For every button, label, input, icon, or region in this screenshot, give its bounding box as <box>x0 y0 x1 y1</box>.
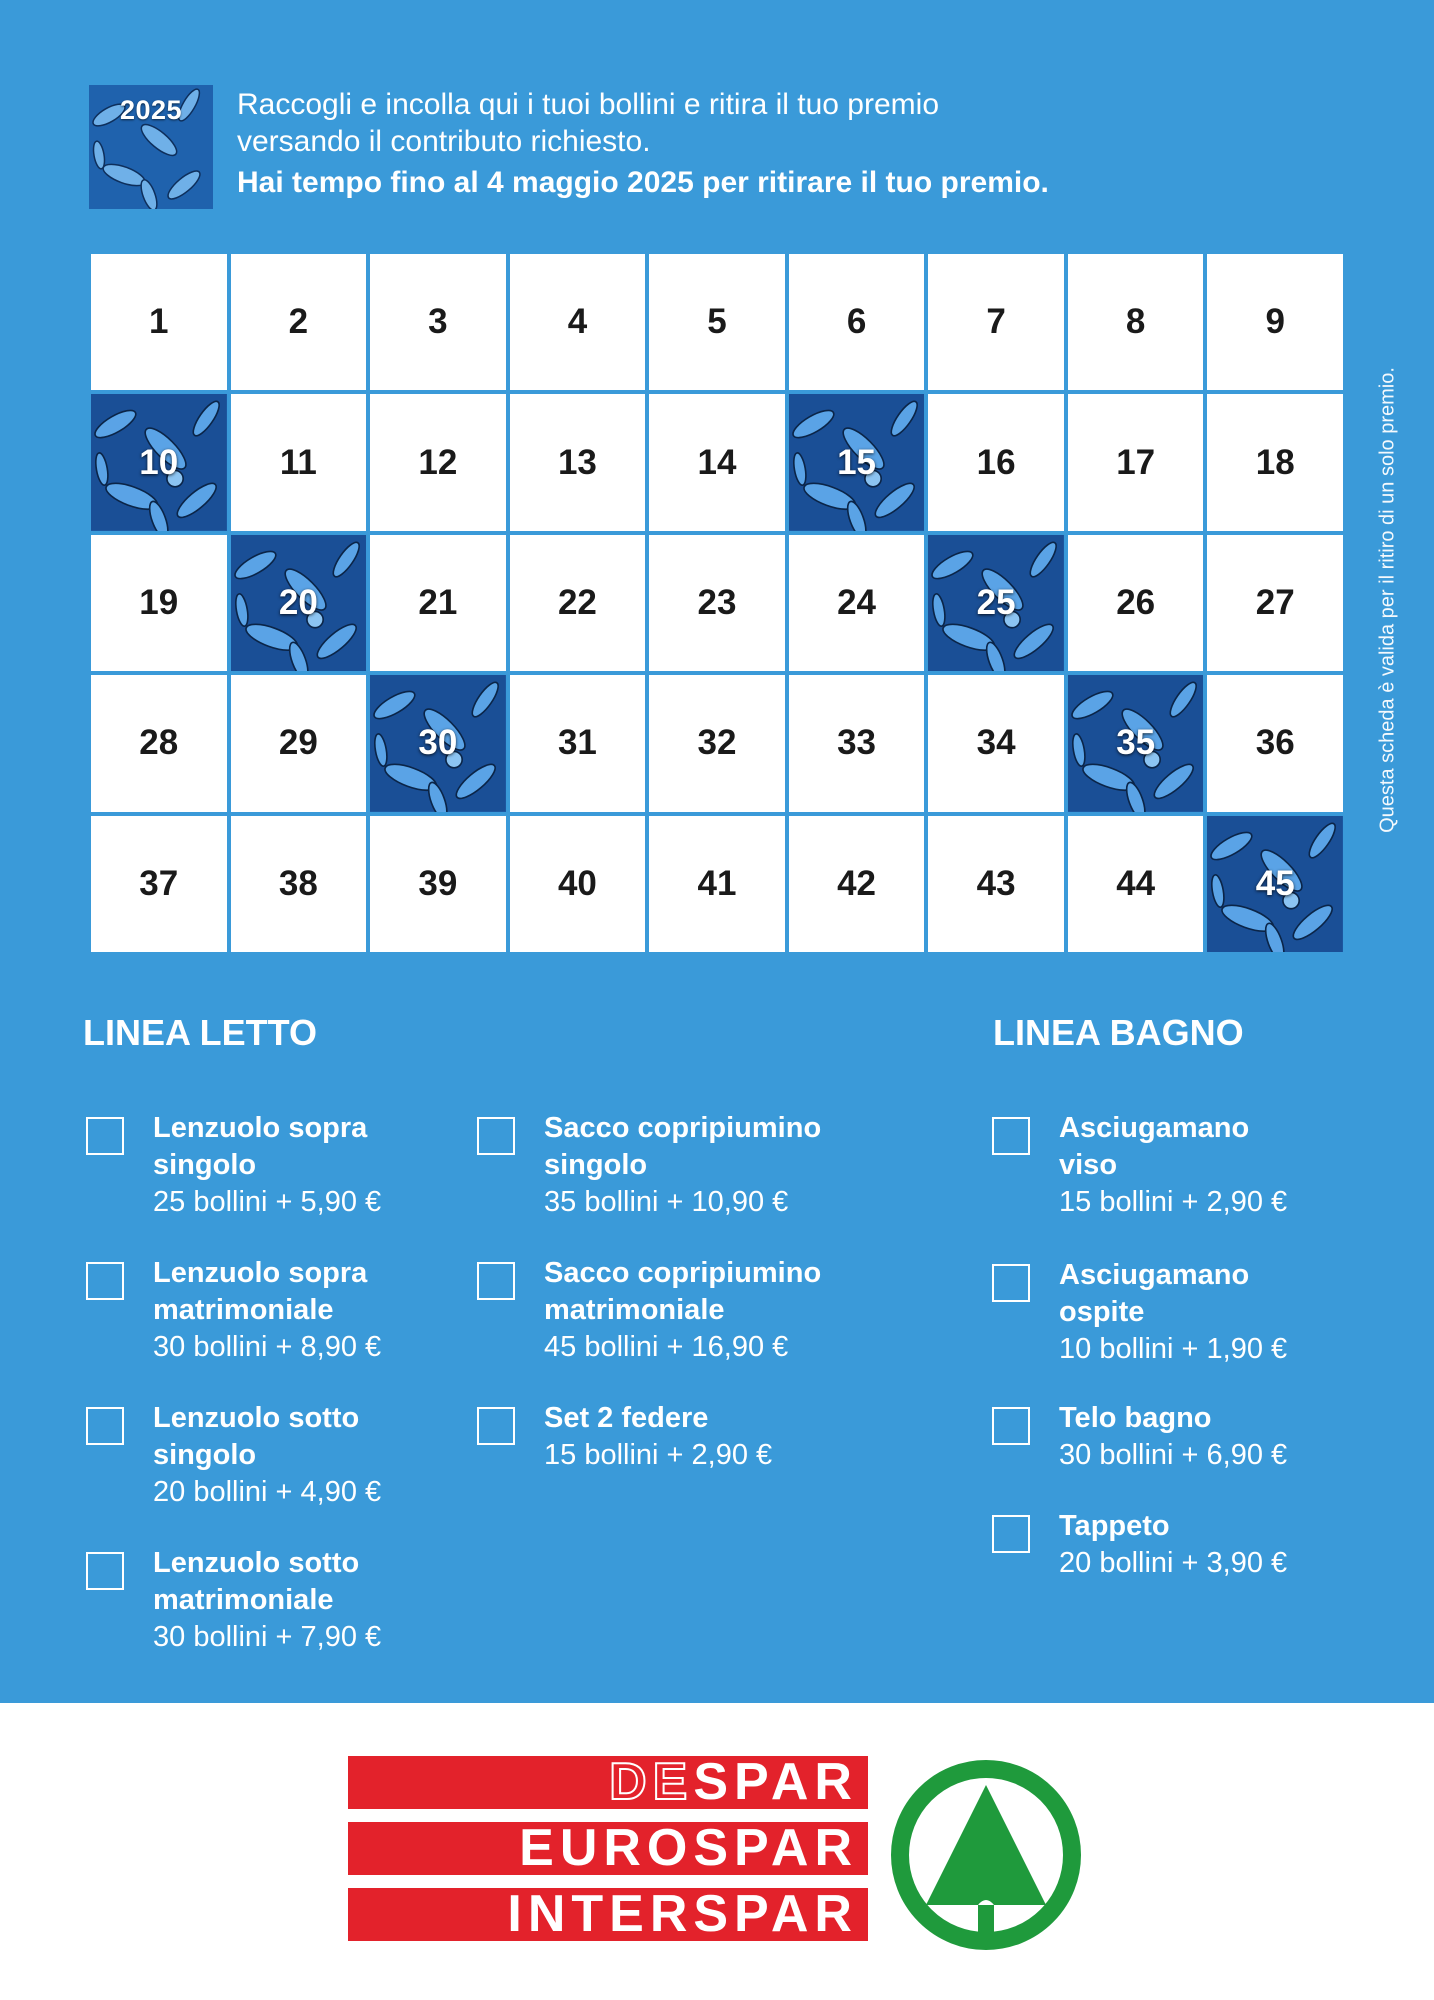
prize-price: 25 bollini + 5,90 € <box>153 1186 382 1218</box>
cell-number: 30 <box>418 723 458 763</box>
cell-number: 43 <box>976 863 1016 903</box>
prize-price: 20 bollini + 3,90 € <box>1059 1547 1288 1579</box>
grid-cell <box>789 816 925 952</box>
cell-number: 37 <box>139 863 179 903</box>
grid-cell <box>789 535 925 671</box>
grid-cell <box>1068 394 1204 530</box>
side-note-text: Questa scheda è valida per il ritiro di un solo premio. <box>1376 367 1399 833</box>
prize-name-1: Sacco copripiumino <box>544 1112 822 1144</box>
checkbox[interactable] <box>86 1407 124 1445</box>
grid-cell <box>231 394 367 530</box>
cell-number: 20 <box>278 582 318 622</box>
grid-cell <box>649 535 785 671</box>
cell-number: 33 <box>837 723 877 763</box>
prize-name-1: Telo bagno <box>1059 1402 1212 1434</box>
grid-cell <box>649 394 785 530</box>
grid-cell-highlighted <box>231 535 367 671</box>
grid-cell <box>370 394 506 530</box>
cell-number: 29 <box>278 723 318 763</box>
grid-cell <box>928 675 1064 811</box>
grid-cell-highlighted <box>91 394 227 530</box>
prize-price: 30 bollini + 6,90 € <box>1059 1439 1288 1471</box>
grid-cell-highlighted <box>789 394 925 530</box>
prize-name-2: ospite <box>1059 1296 1145 1328</box>
cell-number: 31 <box>557 723 597 763</box>
grid-cell <box>1207 535 1343 671</box>
grid-cell <box>510 394 646 530</box>
checkbox[interactable] <box>86 1262 124 1300</box>
cell-number: 15 <box>837 442 877 482</box>
grid-cell <box>510 675 646 811</box>
cell-number: 36 <box>1255 723 1295 763</box>
cell-number: 44 <box>1116 863 1156 903</box>
prize-name-1: Lenzuolo sotto <box>153 1547 360 1579</box>
cell-number: 38 <box>278 863 318 903</box>
checkbox[interactable] <box>992 1264 1030 1302</box>
cell-number: 5 <box>707 302 727 342</box>
stamp-grid <box>91 254 1343 952</box>
grid-cell <box>789 254 925 390</box>
grid-cell <box>370 816 506 952</box>
cell-number: 19 <box>139 582 179 622</box>
prize-price: 15 bollini + 2,90 € <box>1059 1186 1288 1218</box>
checkbox[interactable] <box>992 1407 1030 1445</box>
grid-cell <box>231 675 367 811</box>
cell-number: 21 <box>418 582 458 622</box>
cell-number: 8 <box>1125 302 1146 342</box>
despar-solid-text: SPAR <box>693 1753 858 1811</box>
grid-cell <box>1207 254 1343 390</box>
grid-cell <box>1207 675 1343 811</box>
cell-number: 13 <box>557 442 597 482</box>
linea-letto-title: LINEA LETTO <box>83 1012 317 1053</box>
prize-name-1: Tappeto <box>1059 1510 1170 1542</box>
prize-price: 10 bollini + 1,90 € <box>1059 1333 1288 1365</box>
grid-cell <box>928 394 1064 530</box>
grid-cell <box>510 816 646 952</box>
cell-number: 17 <box>1116 442 1156 482</box>
grid-cell <box>1068 254 1204 390</box>
interspar-logo <box>348 1885 868 1943</box>
cell-number: 45 <box>1255 863 1295 903</box>
checkbox[interactable] <box>477 1117 515 1155</box>
cell-number: 7 <box>986 302 1006 342</box>
cell-number: 35 <box>1116 723 1156 763</box>
cell-number: 14 <box>697 442 737 482</box>
grid-cell <box>91 675 227 811</box>
prize-name-1: Lenzuolo sopra <box>153 1257 368 1289</box>
grid-cell <box>231 816 367 952</box>
cell-number: 27 <box>1255 582 1295 622</box>
prize-name-1: Lenzuolo sotto <box>153 1402 360 1434</box>
checkbox[interactable] <box>992 1515 1030 1553</box>
cell-number: 3 <box>428 302 448 342</box>
cell-number: 39 <box>418 863 458 903</box>
intro-text <box>237 86 1237 201</box>
prize-price: 20 bollini + 4,90 € <box>153 1476 382 1508</box>
grid-cell <box>510 254 646 390</box>
cell-number: 24 <box>837 582 877 622</box>
cell-number: 11 <box>279 442 317 482</box>
grid-cell <box>928 254 1064 390</box>
despar-outline-text: DE <box>609 1753 694 1811</box>
spar-tree-icon <box>886 1755 1086 1955</box>
prize-name-2: matrimoniale <box>153 1584 334 1616</box>
cell-number: 1 <box>149 302 169 342</box>
intro-line-2: versando il contributo richiesto. <box>237 125 651 158</box>
cell-number: 26 <box>1116 582 1156 622</box>
prize-name-2: singolo <box>153 1439 257 1471</box>
cell-number: 40 <box>557 863 597 903</box>
cell-number: 25 <box>976 582 1016 622</box>
grid-cell <box>510 535 646 671</box>
cell-number: 18 <box>1255 442 1295 482</box>
cell-number: 23 <box>697 582 737 622</box>
checkbox[interactable] <box>86 1552 124 1590</box>
cell-number: 42 <box>837 863 877 903</box>
grid-cell <box>1068 816 1204 952</box>
cell-number: 4 <box>567 302 588 342</box>
checkbox[interactable] <box>477 1407 515 1445</box>
intro-line-1: Raccogli e incolla qui i tuoi bollini e ritira il tuo premio <box>237 88 939 121</box>
checkbox[interactable] <box>477 1262 515 1300</box>
cell-number: 6 <box>846 302 867 342</box>
grid-cell <box>370 254 506 390</box>
grid-cell <box>789 675 925 811</box>
badge-year: 2025 <box>119 95 183 125</box>
prize-name-2: viso <box>1059 1149 1118 1181</box>
grid-cell <box>370 535 506 671</box>
prize-price: 15 bollini + 2,90 € <box>544 1439 773 1471</box>
prize-name-1: Sacco copripiumino <box>544 1257 822 1289</box>
prize-name-1: Set 2 federe <box>544 1402 709 1434</box>
grid-cell <box>1068 535 1204 671</box>
prize-name-2: singolo <box>544 1149 648 1181</box>
prize-name-1: Asciugamano <box>1059 1259 1250 1291</box>
prize-name-1: Asciugamano <box>1059 1112 1250 1144</box>
cell-number: 41 <box>697 863 737 903</box>
prize-price: 30 bollini + 7,90 € <box>153 1621 382 1653</box>
grid-cell-highlighted <box>1068 675 1204 811</box>
grid-cell <box>649 816 785 952</box>
prize-name-2: singolo <box>153 1149 257 1181</box>
cell-number: 9 <box>1265 302 1285 342</box>
checkbox[interactable] <box>86 1117 124 1155</box>
grid-cell <box>231 254 367 390</box>
cell-number: 12 <box>418 442 458 482</box>
grid-cell <box>91 254 227 390</box>
prize-price: 45 bollini + 16,90 € <box>544 1331 789 1363</box>
grid-cell <box>649 675 785 811</box>
grid-cell <box>91 535 227 671</box>
grid-cell <box>1207 394 1343 530</box>
deadline-text: Hai tempo fino al 4 maggio 2025 per ritirare il tuo premio. <box>237 166 1049 199</box>
cell-number: 28 <box>139 723 179 763</box>
cell-number: 10 <box>139 442 179 482</box>
prize-name-1: Lenzuolo sopra <box>153 1112 368 1144</box>
prize-price: 35 bollini + 10,90 € <box>544 1186 789 1218</box>
eurospar-logo <box>348 1819 868 1877</box>
prize-name-2: matrimoniale <box>544 1294 725 1326</box>
cell-number: 2 <box>288 302 309 342</box>
prize-name-2: matrimoniale <box>153 1294 334 1326</box>
grid-cell-highlighted <box>370 675 506 811</box>
cell-number: 22 <box>557 582 597 622</box>
prize-price: 30 bollini + 8,90 € <box>153 1331 382 1363</box>
checkbox[interactable] <box>992 1117 1030 1155</box>
year-badge <box>89 85 213 209</box>
eurospar-text: EUROSPAR <box>519 1819 858 1877</box>
cell-number: 34 <box>976 723 1016 763</box>
cell-number: 16 <box>976 442 1016 482</box>
linea-bagno-title: LINEA BAGNO <box>993 1012 1244 1053</box>
grid-cell <box>928 816 1064 952</box>
cell-number: 32 <box>697 723 737 763</box>
grid-cell <box>91 816 227 952</box>
grid-cell <box>649 254 785 390</box>
grid-cell-highlighted <box>1207 816 1343 952</box>
grid-cell-highlighted <box>928 535 1064 671</box>
interspar-text: INTERSPAR <box>507 1885 858 1943</box>
despar-logo <box>348 1753 868 1811</box>
